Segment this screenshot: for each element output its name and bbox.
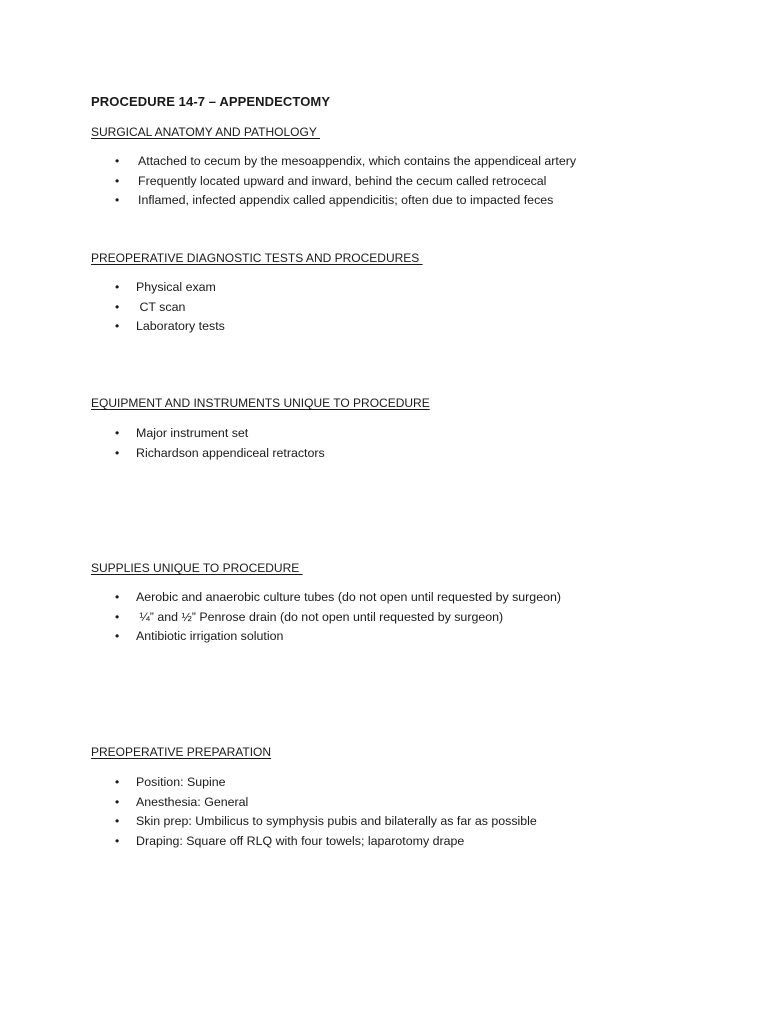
list-item-text: Frequently located upward and inward, behind the cecum called retrocecal [138,173,547,188]
list-item [0,298,768,318]
list-item [0,191,768,211]
section-heading-preoperative-diagnostic: PREOPERATIVE DIAGNOSTIC TESTS AND PROCEDURES [91,251,423,265]
bullet-icon: • [115,193,120,208]
bullet-icon: • [115,775,120,789]
bullet-icon: • [115,154,120,168]
list-item [0,627,768,647]
bullet-icon: • [115,426,120,440]
bullet-icon: • [115,445,120,460]
bullet-icon: • [115,629,120,644]
bullet-list-surgical-anatomy [0,152,768,211]
list-item-text: Skin prep: Umbilicus to symphysis pubis and bilaterally as far as possible [136,814,537,829]
bullet-icon: • [115,814,120,829]
bullet-list-preoperative-preparation [0,773,768,851]
bullet-icon: • [115,173,120,188]
list-item-text: Antibiotic irrigation solution [136,629,284,644]
list-item [0,832,768,852]
list-item-text: Richardson appendiceal retractors [136,445,325,460]
list-item [0,278,768,298]
list-item [0,317,768,337]
bullet-icon: • [115,794,120,809]
list-item [0,608,768,628]
bullet-icon: • [115,609,120,624]
bullet-list-supplies [0,588,768,647]
section-heading-preoperative-preparation: PREOPERATIVE PREPARATION [91,745,272,759]
list-item-text: Aerobic and anaerobic culture tubes (do not open until requested by surgeon) [136,590,562,604]
list-item [0,444,768,464]
list-item [0,172,768,192]
section-heading-equipment: EQUIPMENT AND INSTRUMENTS UNIQUE TO PROCEDURE [91,396,430,410]
list-item [0,793,768,813]
bullet-icon: • [115,833,120,848]
bullet-icon: • [115,319,120,334]
list-item [0,773,768,793]
list-item [0,588,768,608]
list-item-text: Physical exam [136,280,216,294]
bullet-icon: • [115,299,120,314]
list-item-text: CT scan [136,299,186,314]
list-item-text: Attached to cecum by the mesoappendix, which contains the appendiceal artery [138,154,577,168]
section-heading-supplies: SUPPLIES UNIQUE TO PROCEDURE [91,561,303,575]
list-item-text: Inflamed, infected appendix called appendicitis; often due to impacted feces [138,193,554,208]
bullet-icon: • [115,590,120,604]
list-item [0,152,768,172]
list-item [0,424,768,444]
bullet-list-equipment [0,424,768,463]
list-item-text: Laboratory tests [136,319,225,334]
list-item-text: Draping: Square off RLQ with four towels; laparotomy drape [136,833,465,848]
list-item-text: Position: Supine [136,775,226,789]
bullet-icon: • [115,280,120,294]
list-item-text: Anesthesia: General [136,794,249,809]
list-item-text: Major instrument set [136,426,249,440]
bullet-list-preoperative-diagnostic [0,278,768,337]
list-item [0,812,768,832]
section-heading-surgical-anatomy: SURGICAL ANATOMY AND PATHOLOGY [91,125,320,139]
document-title: PROCEDURE 14-7 – APPENDECTOMY [91,94,331,109]
list-item-text: ¼” and ½” Penrose drain (do not open until requested by surgeon) [136,609,504,624]
